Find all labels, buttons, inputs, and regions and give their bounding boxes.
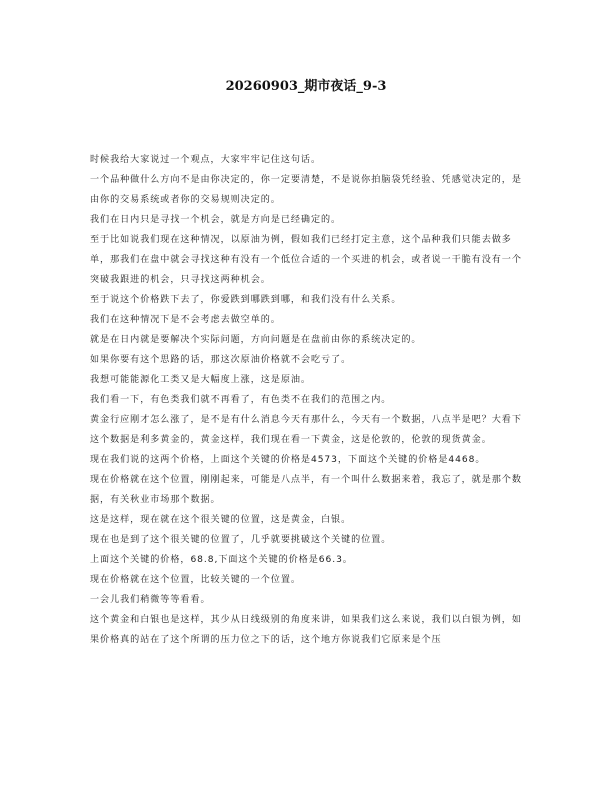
paragraph: 这是这样，现在就在这个很关键的位置，这是黄金，白银。	[90, 515, 352, 525]
paragraph: 一会儿我们稍微等等看看。	[90, 595, 211, 605]
paragraph: 现在我们说的这两个价格，上面这个关键的价格是4573，下面这个关键的价格是4468。	[90, 455, 486, 465]
paragraph: 一个品种做什么方向不是由你决定的，你一定要清楚，不是说你拍脑袋凭经验、凭感觉决定的，是由你的交易系统或者你的交易规则决定的。	[90, 175, 522, 205]
paragraph: 至于比如说我们现在这种情况，以原油为例，假如我们已经打定主意，这个品种我们只能去做多单，那我们在盘中就会寻找这种有没有一个低位合适的一个买进的机会，或者说一干脆有没有一个突破我跟进的机会，只寻找这两种机会。	[90, 235, 522, 285]
paragraph: 就是在日内就是要解决个实际问题，方向问题是在盘前由你的系统决定的。	[90, 335, 422, 345]
paragraph: 现在价格就在这个位置，刚刚起来，可能是八点半，有一个叫什么数据来着，我忘了，就是那个数据，有关秋业市场那个数据。	[90, 475, 522, 505]
paragraph: 黄金行应刚才怎么涨了，是不是有什么消息今天有那什么，今天有一个数据，八点半是吧？大看下这个数据是利多黄金的，黄金这样，我们现在看一下黄金，这是伦敦的，伦敦的现货黄金。	[90, 415, 522, 445]
paragraph: 时候我给大家说过一个观点，大家牢牢记住这句话。	[90, 155, 322, 165]
paragraph: 如果你要有这个思路的话，那这次原油价格就不会吃亏了。	[90, 355, 352, 365]
paragraph: 上面这个关键的价格，68.8,下面这个关键的价格是66.3。	[90, 555, 353, 565]
paragraph: 现在也是到了这个很关键的位置了，几乎就要挑破这个关键的位置。	[90, 535, 392, 545]
paragraph: 我们在日内只是寻找一个机会，就是方向是已经确定的。	[90, 215, 342, 225]
paragraph: 我们看一下，有色类我们就不再看了，有色类不在我们的范围之内。	[90, 395, 392, 405]
paragraph: 现在价格就在这个位置，比较关键的一个位置。	[90, 575, 301, 585]
document-body	[90, 150, 522, 650]
document-title: 20260903_期市夜话_9-3	[225, 79, 387, 94]
paragraph: 我们在这种情况下是不会考虑去做空单的。	[90, 315, 281, 325]
paragraph: 我想可能能源化工类又是大幅度上涨，这是原油。	[90, 375, 311, 385]
paragraph: 至于说这个价格跌下去了，你爱跌到哪跌到哪，和我们没有什么关系。	[90, 295, 402, 305]
paragraph: 这个黄金和白银也是这样，其少从日线级别的角度来讲，如果我们这么来说，我们以白银为例，如果价格真的站在了这个所谓的压力位之下的话，这个地方你说我们它原来是个压	[90, 615, 522, 645]
